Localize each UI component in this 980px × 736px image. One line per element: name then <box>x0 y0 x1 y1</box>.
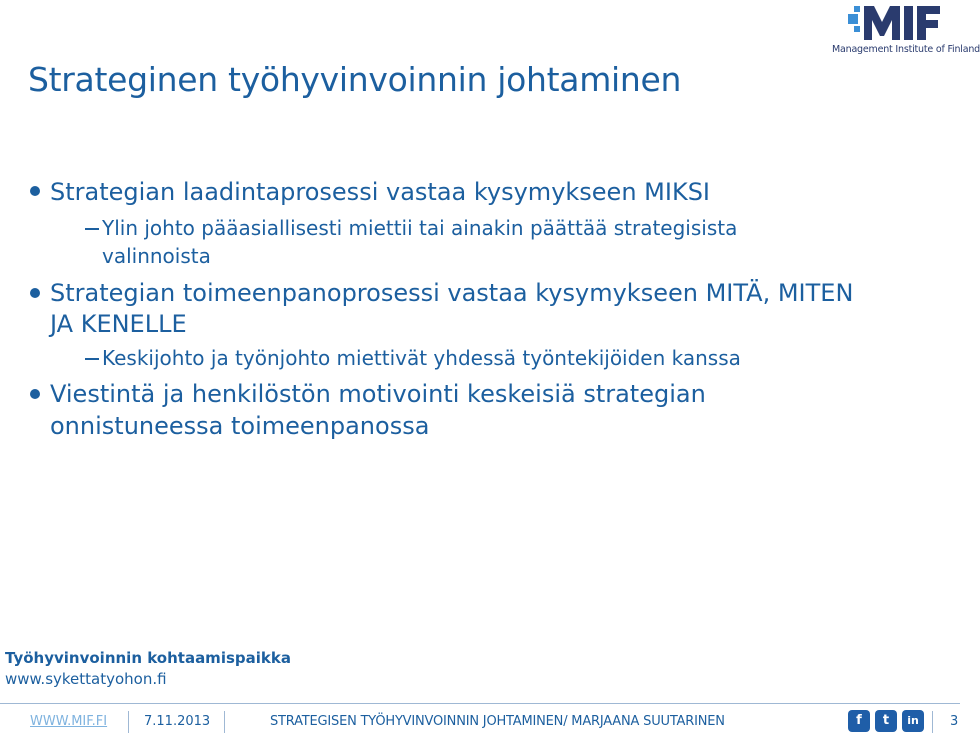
linkedin-icon[interactable]: in <box>902 710 924 732</box>
bullet-1-sub-1-line-1: Ylin johto pääasiallisesti miettii tai ainakin päättää strategisista <box>102 216 738 240</box>
bullet-3-line-1: Viestintä ja henkilöstön motivointi keskeisiä strategian <box>50 380 706 408</box>
logo-tagline: Management Institute of Finland <box>832 44 980 55</box>
site-link[interactable]: WWW.MIF.FI <box>30 714 108 729</box>
bullet-dot <box>30 186 40 196</box>
page-number: 3 <box>950 714 959 729</box>
dash-marker <box>85 228 99 230</box>
bullet-2-line-1: Strategian toimeenpanoprosessi vastaa kysymykseen MITÄ, MITEN <box>50 279 854 307</box>
twitter-icon[interactable]: t <box>875 710 897 732</box>
bullet-dot <box>30 288 40 298</box>
footer-caption: STRATEGISEN TYÖHYVINVOINNIN JOHTAMINEN/ MARJAANA SUUTARINEN <box>270 714 725 729</box>
footer-divider <box>0 703 960 704</box>
bullet-2-sub-1: Keskijohto ja työnjohto miettivät yhdessä työntekijöiden kanssa <box>102 346 741 370</box>
footer-separator <box>224 711 225 733</box>
bullet-2-line-2: JA KENELLE <box>50 310 187 338</box>
page-title: Strateginen työhyvinvoinnin johtaminen <box>28 60 682 99</box>
dash-marker <box>85 358 99 360</box>
footer-separator <box>932 711 933 733</box>
bullet-1: Strategian laadintaprosessi vastaa kysymykseen MIKSI <box>50 178 710 206</box>
footer-organization: Työhyvinvoinnin kohtaamispaikka <box>5 649 291 667</box>
bullet-1-sub-1-line-2: valinnoista <box>102 244 211 268</box>
bullet-3-line-2: onnistuneessa toimeenpanossa <box>50 412 430 440</box>
footer-url[interactable]: www.sykettatyohon.fi <box>5 670 167 688</box>
facebook-icon[interactable]: f <box>848 710 870 732</box>
footer-separator <box>128 711 129 733</box>
footer-date: 7.11.2013 <box>144 714 211 729</box>
bullet-dot <box>30 389 40 399</box>
